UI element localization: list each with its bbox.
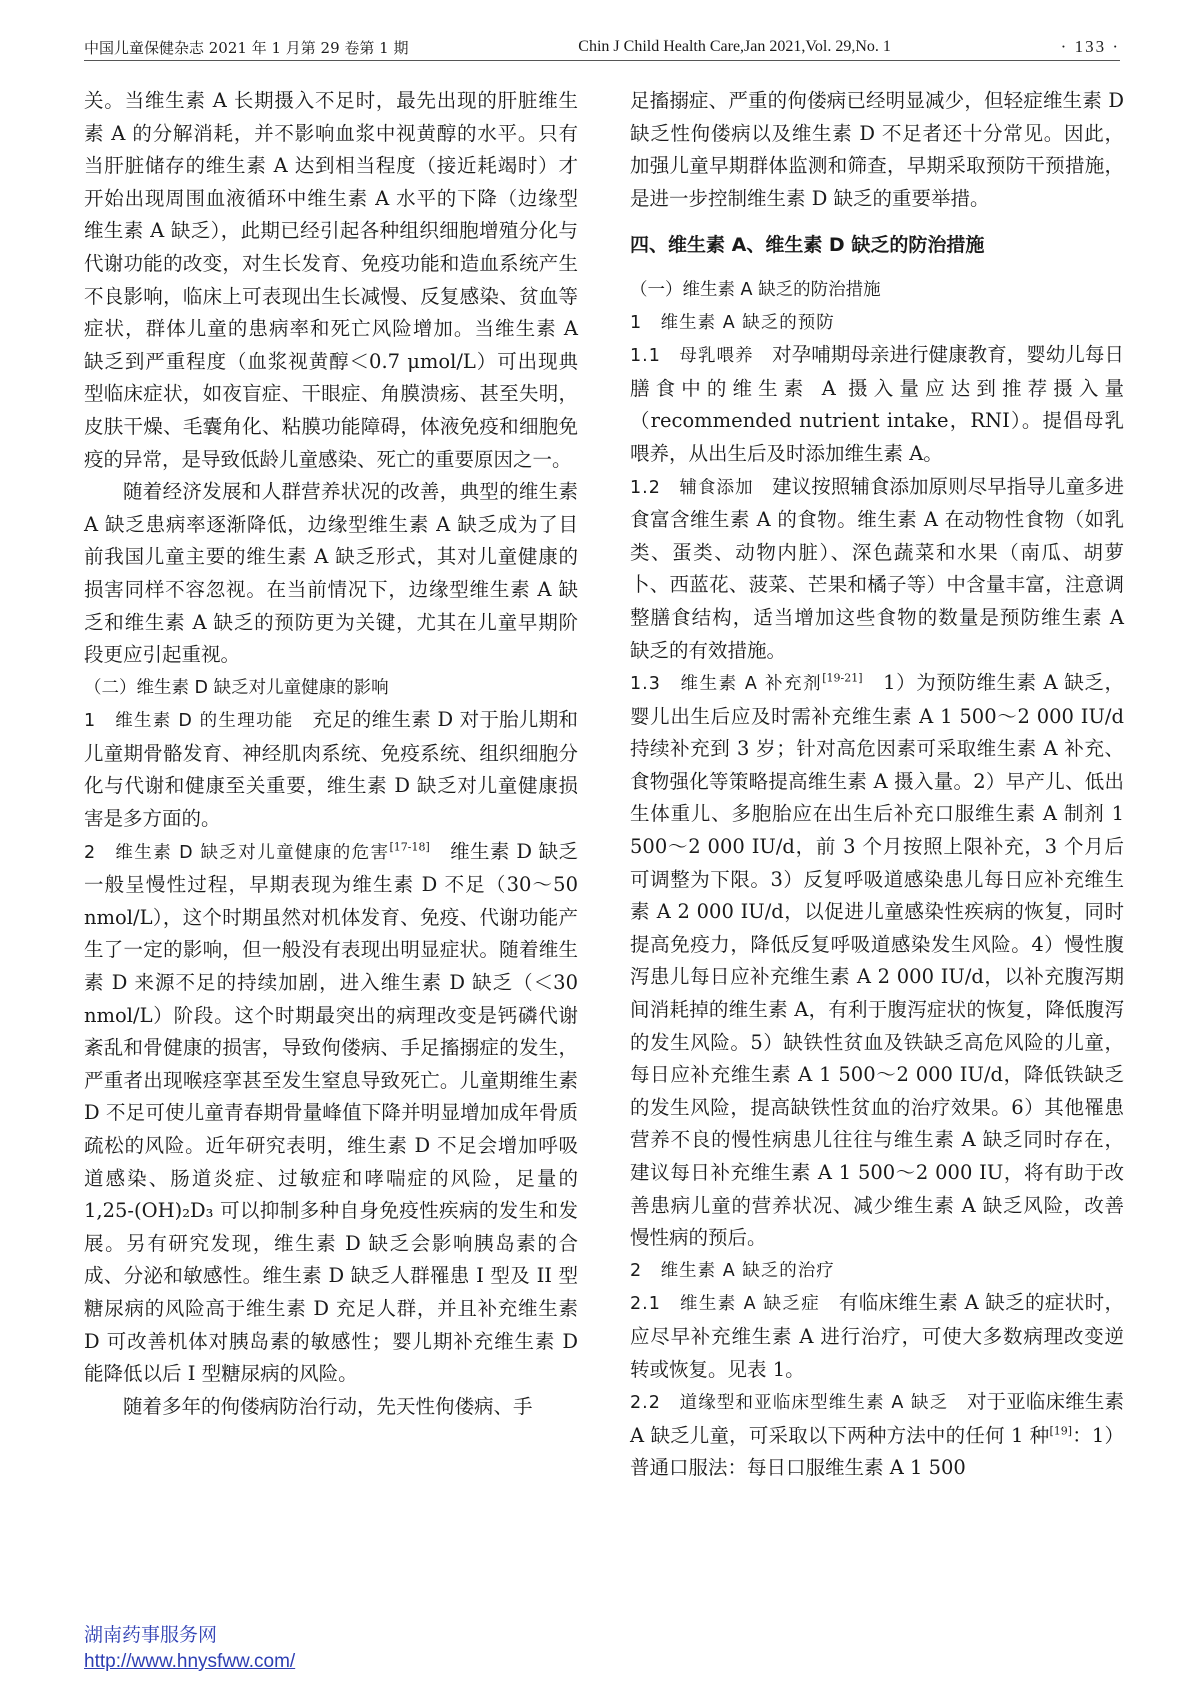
subsection-heading-vitamin-a: （一）维生素 A 缺乏的防治措施 <box>630 279 881 300</box>
heading-vitamin-a-prevention: 1 维生素 A 缺乏的预防 <box>630 312 835 333</box>
item-title: 2.2 道缘型和亚临床型维生素 A 缺乏 <box>630 1393 967 1414</box>
item-title: 1 维生素 D 的生理功能 <box>84 711 313 732</box>
journal-title-en: Chin J Child Health Care,Jan 2021,Vol. 29,No. 1 <box>578 38 891 55</box>
item-vitamin-d-harm <box>84 836 578 1391</box>
paragraph-vitamin-a-deficiency: 关。当维生素 A 长期摄入不足时，最先出现的肝脏维生素 A 的分解消耗，并不影响血浆中视黄醇的水平。只有当肝脏储存的维生素 A 达到相当程度（接近耗竭时）才开始出现周围血液循环中维生素 A 水平的下降（边缘型维生素 A 缺乏），此期已经引起各种组织细胞增殖分化与代谢功能的改变，对生长发育、免疫功能和造血系统产生不良影响，临床上可表现出生长减慢、反复感染、贫血等症状，群体儿童的患病率和死亡风险增加。当维生素 A 缺乏到严重程度（血浆视黄醇＜0.7 μmol/L）可出现典型临床症状，如夜盲症、干眼症、角膜溃疡、甚至失明，皮肤干燥、毛囊角化、粘膜功能障碍，体液免疫和细胞免疫的异常，是导致低龄儿童感染、死亡的重要原因之一。 <box>84 89 578 471</box>
item-body: 维生素 D 缺乏一般呈慢性过程，早期表现为维生素 D 不足（30～50 nmol/L），这个时期虽然对机体发育、免疫、代谢功能产生了一定的影响，但一般没有表现出明显症状。随着维生素 D 来源不足的持续加剧，进入维生素 D 缺乏（＜30 nmol/L）阶段。这个时期最突出的病理改变是钙磷代谢紊乱和骨健康的损害，导致佝偻病、手足搐搦症的发生，严重者出现喉痉挛甚至发生窒息导致死亡。儿童期维生素 D 不足可使儿童青春期骨量峰值下降并明显增加成年骨质疏松的风险。近年研究表明，维生素 D 不足会增加呼吸道感染、肠道炎症、过敏症和哮喘症的风险，足量的 1,25-(OH)₂D₃ 可以抑制多种自身免疫性疾病的发生和发展。另有研究发现，维生素 D 缺乏会影响胰岛素的合成、分泌和敏感性。维生素 D 缺乏人群罹患 I 型及 II 型糖尿病的风险高于维生素 D 充足人群，并且补充维生素 D 可改善机体对胰岛素的敏感性；婴儿期补充维生素 D 能降低以后 I 型糖尿病的风险。 <box>84 839 578 1386</box>
item-title: 1.3 维生素 A 补充剂 <box>630 674 823 695</box>
paragraph-marginal-deficiency: 随着经济发展和人群营养状况的改善，典型的维生素 A 缺乏患病率逐渐降低，边缘型维生素 A 缺乏成为了目前我国儿童主要的维生素 A 缺乏形式，其对儿童健康的损害同样不容忽视。在当前情况下，边缘型维生素 A 缺乏和维生素 A 缺乏的预防更为关键，尤其在儿童早期阶段更应引起重视。 <box>84 480 578 667</box>
item-breastfeeding <box>630 339 1124 470</box>
citation-ref: [19-21] <box>822 671 863 685</box>
item-body: 充足的维生素 D 对于胎儿期和儿童期骨骼发育、神经肌肉系统、免疫系统、组织细胞分化与代谢和健康至关重要，维生素 D 缺乏对儿童健康损害是多方面的。 <box>84 708 578 831</box>
site-link[interactable]: http://www.hnysfww.com/ <box>84 1651 296 1672</box>
citation-ref: [17-18] <box>389 840 430 854</box>
left-column <box>84 85 578 1423</box>
item-title: 1.1 母乳喂养 <box>630 346 773 367</box>
running-header <box>84 34 1120 61</box>
item-body: 建议按照辅食添加原则尽早指导儿童多进食富含维生素 A 的食物。维生素 A 在动物性食物（如乳类、蛋类、动物内脏）、深色蔬菜和水果（南瓜、胡萝卜、西蓝花、菠菜、芒果和橘子等）中含量丰富，注意调整膳食结构，适当增加这些食物的数量是预防维生素 A 缺乏的有效措施。 <box>630 474 1124 662</box>
item-subclinical-deficiency <box>630 1386 1124 1485</box>
item-title: 1.2 辅食添加 <box>630 477 773 498</box>
item-body-continued: ：1）普通口服法：每日口服维生素 A 1 500 <box>630 1423 1124 1480</box>
item-complementary-food <box>630 471 1124 668</box>
item-body: 对于亚临床维生素 A 缺乏儿童，可采取以下两种方法中的任何 1 种 <box>630 1390 1124 1447</box>
section-heading-vitamin-d-impact: （二）维生素 D 缺乏对儿童健康的影响 <box>84 677 389 698</box>
item-body: 对孕哺期母亲进行健康教育，婴幼儿每日膳食中的维生素 A 摄入量应达到推荐摄入量（recommended nutrient intake，RNI）。提倡母乳喂养，从出生后及时添加维生素 A。 <box>630 343 1124 465</box>
journal-title-cn: 中国儿童保健杂志 2021 年 1 月第 29 卷第 1 期 <box>84 38 409 57</box>
item-vitamin-a-deficiency-disease <box>630 1287 1124 1386</box>
item-body: 有临床维生素 A 缺乏的症状时，应尽早补充维生素 A 进行治疗，可使大多数病理改变逆转或恢复。见表 1。 <box>630 1291 1124 1381</box>
page-number: · 133 · <box>1060 37 1120 56</box>
paragraph-rickets-prevention: 随着多年的佝偻病防治行动，先天性佝偻病、手 <box>123 1394 533 1418</box>
item-title: 2.1 维生素 A 缺乏症 <box>630 1294 839 1315</box>
site-name: 湖南药事服务网 <box>84 1625 218 1646</box>
citation-ref: [19] <box>1049 1424 1073 1438</box>
heading-vitamin-a-treatment: 2 维生素 A 缺乏的治疗 <box>630 1260 835 1281</box>
item-title: 2 维生素 D 缺乏对儿童健康的危害 <box>84 842 390 863</box>
right-column <box>630 85 1124 1485</box>
item-vitamin-d-function <box>84 704 578 835</box>
paragraph-rickets-continued: 足搐搦症、严重的佝偻病已经明显减少，但轻症维生素 D 缺乏性佝偻病以及维生素 D 不足者还十分常见。因此，加强儿童早期群体监测和筛查，早期采取预防干预措施，是进一步控制维生素 D 缺乏的重要举措。 <box>630 89 1124 210</box>
item-body: 1）为预防维生素 A 缺乏，婴儿出生后应及时需补充维生素 A 1 500～2 000 IU/d 持续补充到 3 岁；针对高危因素可采取维生素 A 补充、食物强化等策略提高维生素 A 摄入量。2）早产儿、低出生体重儿、多胞胎应在出生后补充口服维生素 A 制剂 1 500～2 000 IU/d，前 3 个月按照上限补充，3 个月后可调整为下限。3）反复呼吸道感染患儿每日应补充维生素 A 2 000 IU/d，以促进儿童感染性疾病的恢复，同时提高免疫力，降低反复呼吸道感染发生风险。4）慢性腹泻患儿每日应补充维生素 A 2 000 IU/d，以补充腹泻期间消耗掉的维生素 A，有利于腹泻症状的恢复，降低腹泻的发生风险。5）缺铁性贫血及铁缺乏高危风险的儿童，每日应补充维生素 A 1 500～2 000 IU/d，降低铁缺乏的发生风险，提高缺铁性贫血的治疗效果。6）其他罹患营养不良的慢性病患儿往往与维生素 A 缺乏同时存在，建议每日补充维生素 A 1 500～2 000 IU，将有助于改善患病儿童的营养状况、减少维生素 A 缺乏风险，改善慢性病的预后。 <box>630 671 1124 1250</box>
item-vitamin-a-supplement <box>630 667 1124 1255</box>
watermark-footer <box>84 1623 295 1675</box>
section-heading-prevention-treatment: 四、维生素 A、维生素 D 缺乏的防治措施 <box>630 234 985 257</box>
